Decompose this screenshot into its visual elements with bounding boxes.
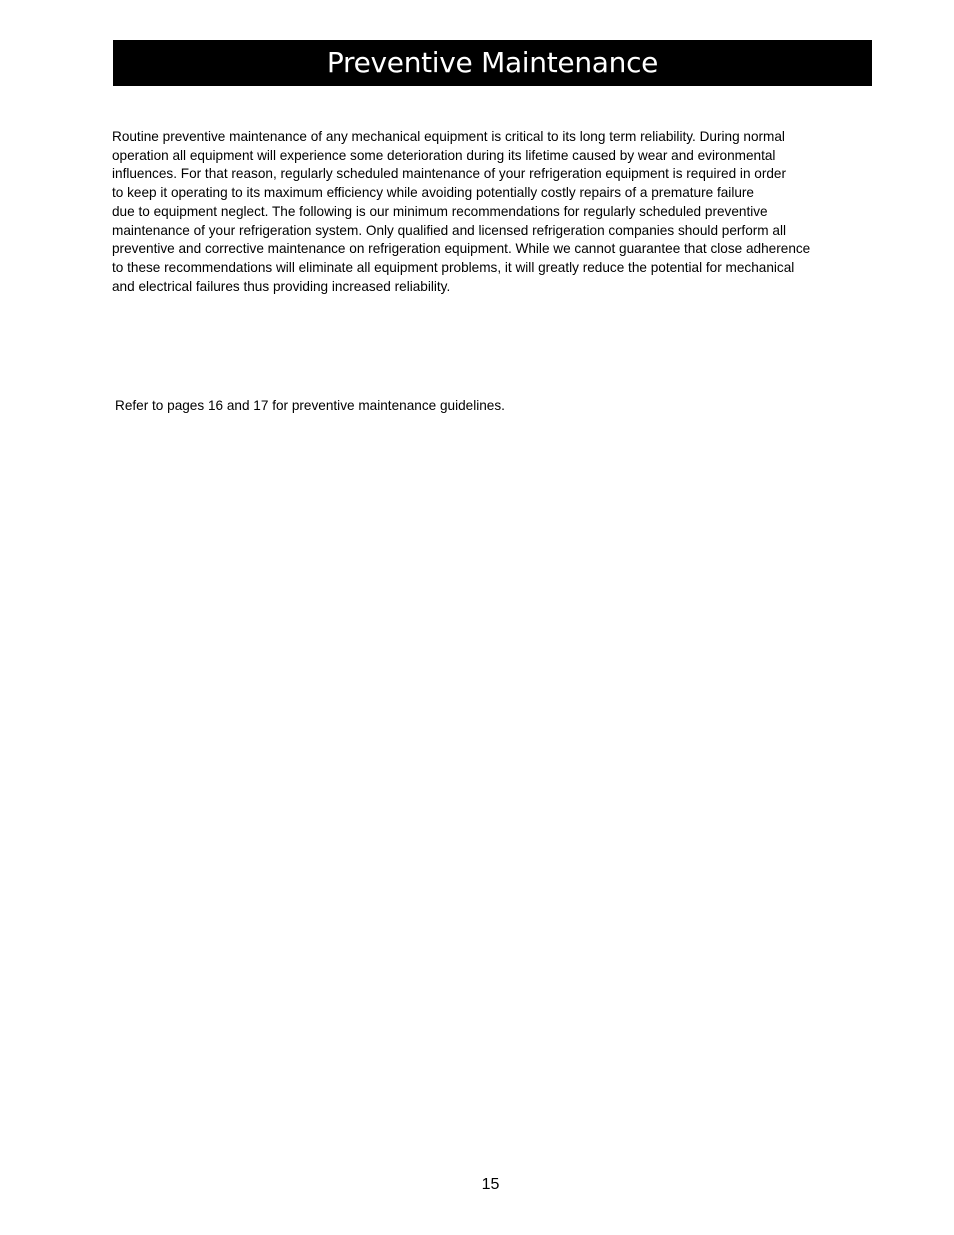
title-bar	[113, 40, 872, 86]
intro-line: to keep it operating to its maximum efficiency while avoiding potentially costly repairs of a premature failure	[112, 185, 754, 201]
intro-paragraph	[112, 128, 872, 296]
intro-line: Routine preventive maintenance of any mechanical equipment is critical to its long term reliability. During normal	[112, 129, 785, 144]
intro-line: operation all equipment will experience some deterioration during its lifetime caused by wear and evironmental	[112, 147, 776, 163]
page-title: Preventive Maintenance	[326, 46, 659, 79]
intro-line: and electrical failures thus providing increased reliability.	[112, 278, 451, 294]
intro-line: due to equipment neglect. The following is our minimum recommendations for regularly scheduled preventive	[112, 203, 768, 219]
intro-line: to these recommendations will eliminate all equipment problems, it will greatly reduce the potential for mechanical	[112, 259, 795, 275]
intro-line: maintenance of your refrigeration system. Only qualified and licensed refrigeration companies should perform all	[112, 222, 786, 238]
intro-line: preventive and corrective maintenance on refrigeration equipment. While we cannot guarantee that close adherence	[112, 241, 811, 257]
page-number: 15	[481, 1176, 500, 1193]
intro-line: influences. For that reason, regularly scheduled maintenance of your refrigeration equipment is required in order	[112, 166, 787, 182]
refer-note: Refer to pages 16 and 17 for preventive maintenance guidelines.	[115, 398, 505, 413]
